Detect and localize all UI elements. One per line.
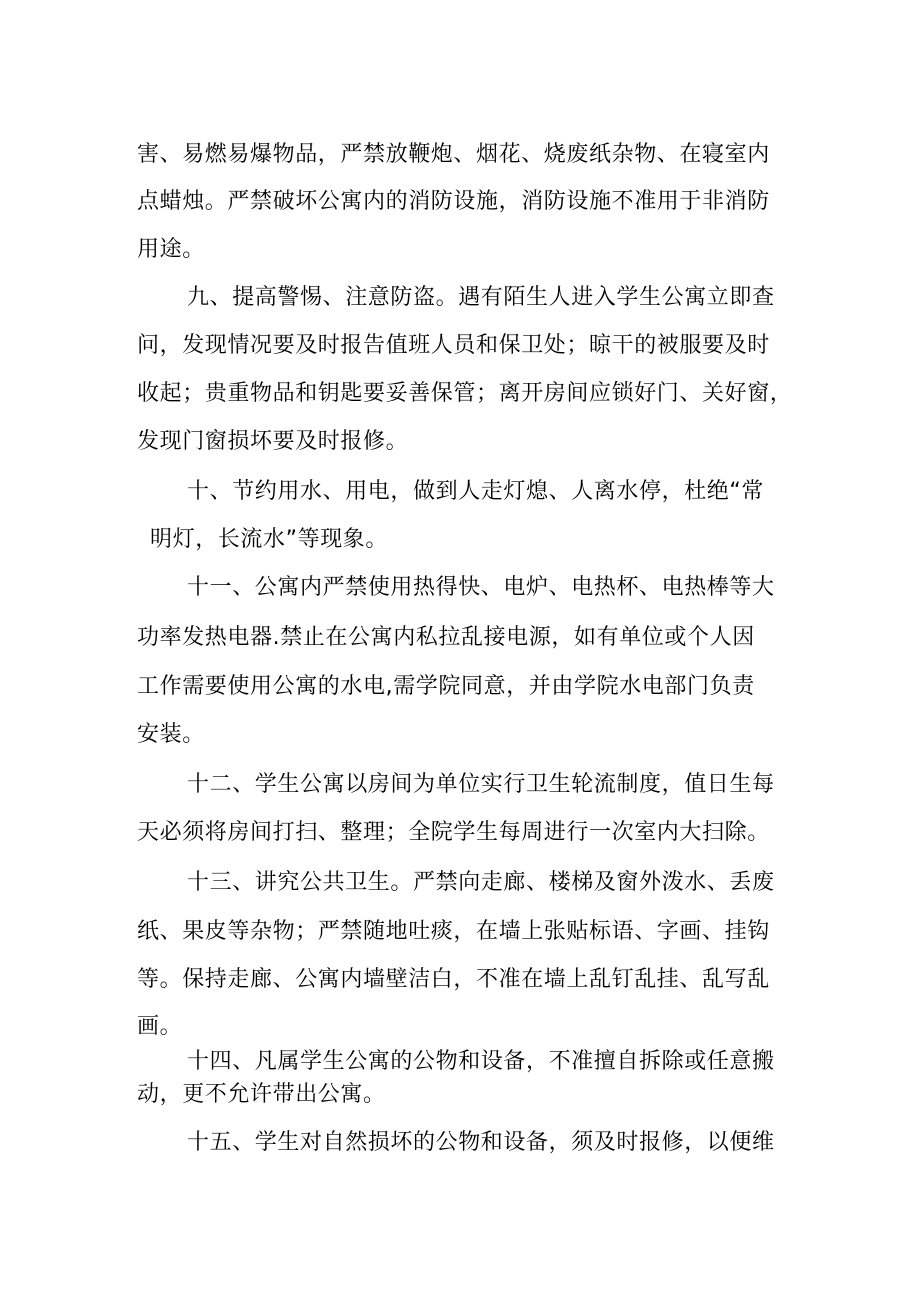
paragraph-line: 纸、果皮等杂物；严禁随地吐痰，在墙上张贴标语、字画、挂钩 xyxy=(137,919,770,944)
paragraph-line: 十二、学生公寓以房间为单位实行卫生轮流制度，值日生每 xyxy=(187,772,775,797)
paragraph-line: 十一、公寓内严禁使用热得快、电炉、电热杯、电热棒等大 xyxy=(187,575,775,600)
paragraph-line: 天必须将房间打扫、整理；全院学生每周进行一次室内大扫除。 xyxy=(137,820,770,845)
paragraph-line: 十三、讲究公共卫生。严禁向走廊、楼梯及窗外泼水、丢废 xyxy=(187,870,775,895)
paragraph-line: 收起；贵重物品和钥匙要妥善保管；离开房间应锁好门、关好窗， xyxy=(137,381,793,406)
paragraph-line: 问，发现情况要及时报告值班人员和保卫处；晾干的被服要及时 xyxy=(137,333,770,358)
paragraph-line: 功率发热电器.禁止在公寓内私拉乱接电源，如有单位或个人因 xyxy=(137,625,755,650)
paragraph-line: 十、节约用水、用电，做到人走灯熄、人离水停，杜绝“常 xyxy=(187,479,764,504)
paragraph-line: 害、易燃易爆物品，严禁放鞭炮、烟花、烧废纸杂物、在寝室内 xyxy=(137,142,770,167)
paragraph-line: 明灯，长流水”等现象。 xyxy=(150,527,388,552)
paragraph-line: 十五、学生对自然损坏的公物和设备，须及时报修，以便维 xyxy=(187,1130,775,1155)
paragraph-line: 发现门窗损坏要及时报修。 xyxy=(137,429,409,454)
paragraph-line: 点蜡烛。严禁破坏公寓内的消防设施，消防设施不准用于非消防 xyxy=(137,189,770,214)
paragraph-line: 九、提高警惕、注意防盗。遇有陌生人进入学生公寓立即查 xyxy=(187,285,775,310)
paragraph-line: 画。 xyxy=(137,1014,183,1039)
paragraph-line: 安装。 xyxy=(137,722,205,747)
paragraph-line: 工作需要使用公寓的水电,需学院同意，并由学院水电部门负责 xyxy=(137,674,755,699)
paragraph-line: 等。保持走廊、公寓内墙壁洁白，不准在墙上乱钉乱挂、乱写乱 xyxy=(137,967,770,992)
paragraph-line: 用途。 xyxy=(137,237,205,262)
paragraph-line: 十四、凡属学生公寓的公物和设备，不准擅自拆除或任意搬 xyxy=(187,1049,775,1074)
paragraph-line: 动，更不允许带出公寓。 xyxy=(137,1082,386,1107)
